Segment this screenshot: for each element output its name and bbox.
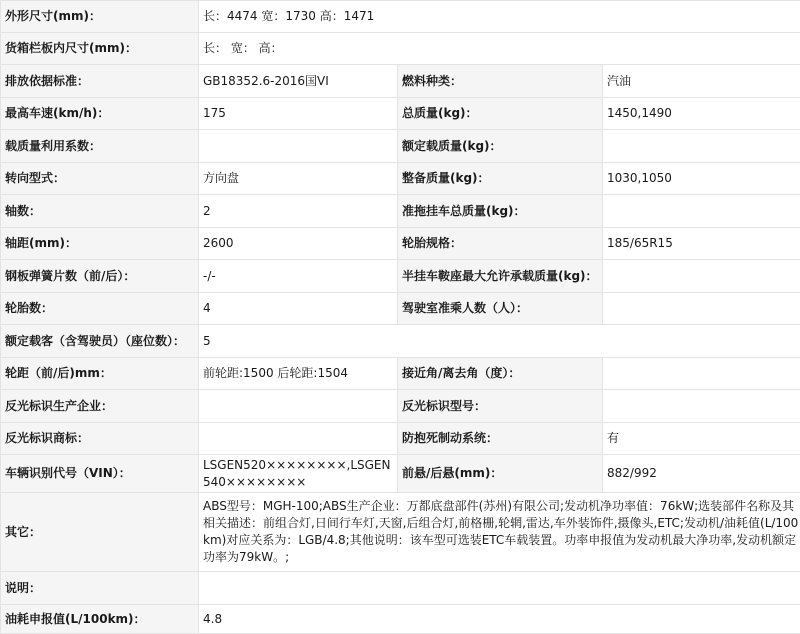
table-row <box>1 358 800 390</box>
table-row <box>1 33 800 65</box>
field-value: 185/65R15 <box>603 228 800 260</box>
field-label: 额定载质量(kg)： <box>398 130 603 163</box>
field-value: 1450,1490 <box>603 98 800 130</box>
field-value <box>603 260 800 293</box>
field-value <box>603 390 800 423</box>
field-label: 半挂车鞍座最大允许承载质量(kg)： <box>398 260 603 293</box>
field-value <box>603 358 800 390</box>
field-label: 油耗申报值(L/100km)： <box>1 605 199 634</box>
field-label: 反光标识生产企业： <box>1 390 199 423</box>
field-value <box>199 390 398 423</box>
field-label: 载质量利用系数： <box>1 130 199 163</box>
field-label: 准拖挂车总质量(kg)： <box>398 195 603 228</box>
field-value <box>199 130 398 163</box>
field-value: 2 <box>199 195 398 228</box>
field-label: 额定载客（含驾驶员）（座位数）： <box>1 325 199 358</box>
field-value: 长： 宽： 高： <box>199 33 800 65</box>
field-value <box>603 130 800 163</box>
field-value: 方向盘 <box>199 163 398 195</box>
field-label: 说明： <box>1 572 199 605</box>
table-row <box>1 1 800 33</box>
table-row <box>1 390 800 423</box>
field-label: 总质量(kg)： <box>398 98 603 130</box>
field-value: 1030,1050 <box>603 163 800 195</box>
field-label: 转向型式： <box>1 163 199 195</box>
table-row <box>1 605 800 634</box>
field-value: 2600 <box>199 228 398 260</box>
field-value: 4 <box>199 293 398 325</box>
field-value <box>199 423 398 455</box>
field-label: 整备质量(kg)： <box>398 163 603 195</box>
table-row <box>1 572 800 605</box>
field-value: 882/992 <box>603 455 800 493</box>
field-label: 燃料种类： <box>398 65 603 98</box>
field-value: 4.8 <box>199 605 800 634</box>
field-value <box>603 293 800 325</box>
field-label: 驾驶室准乘人数（人）： <box>398 293 603 325</box>
table-row <box>1 493 800 572</box>
field-value: ABS型号：MGH-100;ABS生产企业：万都底盘部件(苏州)有限公司;发动机净功率值：76kW;选装部件名称及其相关描述：前组合灯,日间行车灯,天窗,后组合灯,前格栅,轮辋,雷达,车外装饰件,摄像头,ETC;发动机/油耗值(L/100km)对应关系为：LGB/4.8;其他说明：该车型可选装ETC车载装置。功率申报值为发动机最大净功率,发动机额定功率为79kW。; <box>199 493 800 572</box>
field-label: 接近角/离去角（度）： <box>398 358 603 390</box>
field-label: 轴数： <box>1 195 199 228</box>
field-value: 长：4474 宽：1730 高：1471 <box>199 1 800 33</box>
field-value: -/- <box>199 260 398 293</box>
table-row <box>1 65 800 98</box>
field-label: 轮胎数： <box>1 293 199 325</box>
field-label: 反光标识型号： <box>398 390 603 423</box>
table-row <box>1 228 800 260</box>
field-label: 其它： <box>1 493 199 572</box>
field-label: 货箱栏板内尺寸(mm)： <box>1 33 199 65</box>
table-row <box>1 455 800 493</box>
field-label: 排放依据标准： <box>1 65 199 98</box>
table-row <box>1 260 800 293</box>
field-value <box>199 572 800 605</box>
table-row <box>1 195 800 228</box>
field-label: 前悬/后悬(mm)： <box>398 455 603 493</box>
field-value <box>603 195 800 228</box>
field-label: 轮距（前/后)mm： <box>1 358 199 390</box>
field-value: GB18352.6-2016国VI <box>199 65 398 98</box>
field-label: 外形尺寸(mm)： <box>1 1 199 33</box>
field-label: 轮胎规格： <box>398 228 603 260</box>
table-row <box>1 325 800 358</box>
field-value: 汽油 <box>603 65 800 98</box>
field-label: 轴距(mm)： <box>1 228 199 260</box>
field-label: 车辆识别代号（VIN）： <box>1 455 199 493</box>
field-label: 钢板弹簧片数（前/后）： <box>1 260 199 293</box>
field-value: 5 <box>199 325 800 358</box>
field-value: 前轮距:1500 后轮距:1504 <box>199 358 398 390</box>
field-label: 最高车速(km/h)： <box>1 98 199 130</box>
field-value: LSGEN520××××××××,LSGEN540×××××××× <box>199 455 398 493</box>
field-label: 防抱死制动系统： <box>398 423 603 455</box>
table-row <box>1 98 800 130</box>
table-row <box>1 130 800 163</box>
field-label: 反光标识商标： <box>1 423 199 455</box>
table-row <box>1 293 800 325</box>
table-row <box>1 163 800 195</box>
field-value: 175 <box>199 98 398 130</box>
field-value: 有 <box>603 423 800 455</box>
table-row <box>1 423 800 455</box>
